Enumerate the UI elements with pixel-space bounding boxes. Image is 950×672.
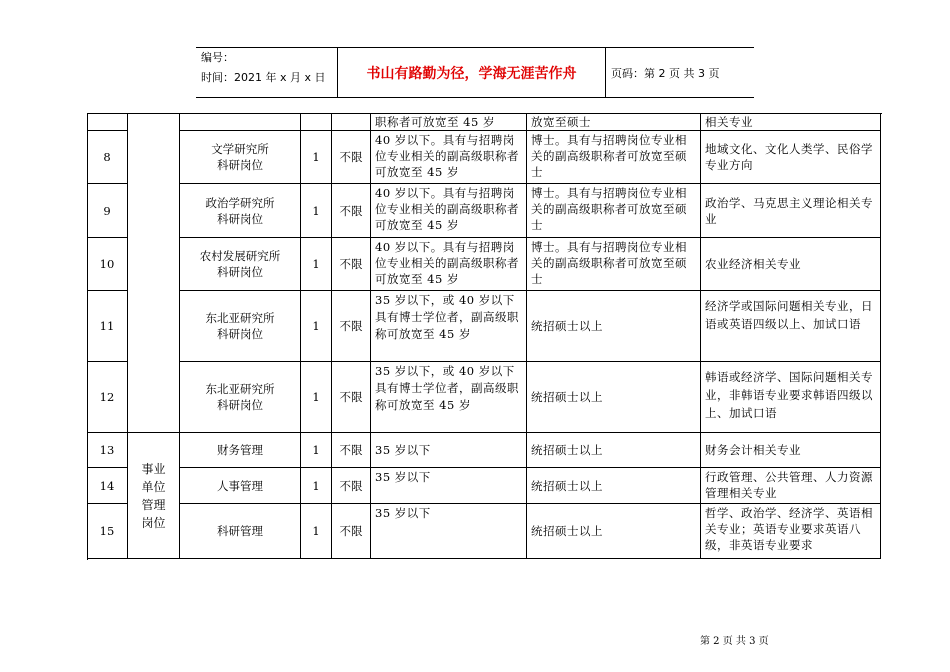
table-row-12-gender: 不限	[332, 362, 371, 433]
table-row-8-education: 博士。具有与招聘岗位专业相关的副高级职称者可放宽至硕士	[527, 131, 701, 184]
table-row-11-position: 东北亚研究所 科研岗位	[180, 291, 301, 362]
category-cell-research	[128, 113, 180, 433]
table-row-15-gender: 不限	[332, 504, 371, 559]
table-row-15-count: 1	[301, 504, 332, 559]
table-row-continuation-position	[180, 113, 301, 131]
doc-number-label: 编号：	[201, 51, 234, 64]
table-row-14-gender: 不限	[332, 468, 371, 504]
table-row-continuation-education: 放宽至硕士	[527, 113, 701, 131]
table-row-continuation-count	[301, 113, 332, 131]
table-row-8-count: 1	[301, 131, 332, 184]
table-row-14-position: 人事管理	[180, 468, 301, 504]
table-row-15-requirement: 35 岁以下	[371, 504, 527, 559]
table-row-13-count: 1	[301, 433, 332, 468]
table-row-15-major: 哲学、政治学、经济学、英语相关专业；英语专业要求英语八级，非英语专业要求	[701, 504, 881, 559]
table-row-13-requirement: 35 岁以下	[371, 433, 527, 468]
table-row-14-major: 行政管理、公共管理、人力资源管理相关专业	[701, 468, 881, 504]
table-row-8-position: 文学研究所 科研岗位	[180, 131, 301, 184]
table-row-continuation-requirement: 职称者可放宽至 45 岁	[371, 113, 527, 131]
table-row-15-no: 15	[87, 504, 128, 559]
table-row-15-position: 科研管理	[180, 504, 301, 559]
table-row-9-requirement: 40 岁以下。具有与招聘岗位专业相关的副高级职称者可放宽至 45 岁	[371, 184, 527, 238]
table-row-10-position: 农村发展研究所 科研岗位	[180, 238, 301, 291]
header-page-label: 页码：第 2 页 共 3 页	[611, 66, 720, 80]
table-row-9-count: 1	[301, 184, 332, 238]
table-row-continuation-no	[87, 113, 128, 131]
table-row-9-education: 博士。具有与招聘岗位专业相关的副高级职称者可放宽至硕士	[527, 184, 701, 238]
table-row-9-major: 政治学、马克思主义理论相关专业	[701, 184, 881, 238]
table-row-8-requirement: 40 岁以下。具有与招聘岗位专业相关的副高级职称者可放宽至 45 岁	[371, 131, 527, 184]
category-cell-management	[128, 433, 180, 559]
table-row-12-position: 东北亚研究所 科研岗位	[180, 362, 301, 433]
table-row-8-gender: 不限	[332, 131, 371, 184]
table-row-10-count: 1	[301, 238, 332, 291]
table-row-14-education: 统招硕士以上	[527, 468, 701, 504]
table-row-8-no: 8	[87, 131, 128, 184]
page-footer: 第 2 页 共 3 页	[700, 636, 769, 647]
category-label: 事业单位管理岗位	[141, 461, 166, 530]
time-label: 时间：2021 年 x 月 x 日	[201, 71, 326, 84]
header-meta	[196, 48, 338, 97]
table-row-14-count: 1	[301, 468, 332, 504]
table-row-9-no: 9	[87, 184, 128, 238]
table-row-continuation-major: 相关专业	[701, 113, 881, 131]
table-row-11-major: 经济学或国际问题相关专业，日语或英语四级以上、加试口语	[701, 291, 881, 362]
table-row-10-no: 10	[87, 238, 128, 291]
table-row-9-gender: 不限	[332, 184, 371, 238]
page-header	[196, 47, 754, 98]
table-row-12-major: 韩语或经济学、国际问题相关专业，非韩语专业要求韩语四级以上、加试口语	[701, 362, 881, 433]
table-row-15-education: 统招硕士以上	[527, 504, 701, 559]
table-row-11-no: 11	[87, 291, 128, 362]
recruitment-table	[87, 113, 881, 559]
table-row-8-major: 地域文化、文化人类学、民俗学专业方向	[701, 131, 881, 184]
table-row-11-count: 1	[301, 291, 332, 362]
table-row-13-no: 13	[87, 433, 128, 468]
table-row-14-requirement: 35 岁以下	[371, 468, 527, 504]
table-row-13-gender: 不限	[332, 433, 371, 468]
table-row-13-major: 财务会计相关专业	[701, 433, 881, 468]
table-row-10-major: 农业经济相关专业	[701, 238, 881, 291]
table-row-13-position: 财务管理	[180, 433, 301, 468]
table-row-13-education: 统招硕士以上	[527, 433, 701, 468]
table-row-9-position: 政治学研究所 科研岗位	[180, 184, 301, 238]
table-row-11-requirement: 35 岁以下，或 40 岁以下具有博士学位者，副高级职称可放宽至 45 岁	[371, 291, 527, 362]
table-row-10-education: 博士。具有与招聘岗位专业相关的副高级职称者可放宽至硕士	[527, 238, 701, 291]
table-row-12-count: 1	[301, 362, 332, 433]
table-row-12-education: 统招硕士以上	[527, 362, 701, 433]
table-row-12-requirement: 35 岁以下，或 40 岁以下具有博士学位者，副高级职称可放宽至 45 岁	[371, 362, 527, 433]
header-motto: 书山有路勤为径，学海无涯苦作舟	[338, 48, 606, 97]
table-row-10-requirement: 40 岁以下。具有与招聘岗位专业相关的副高级职称者可放宽至 45 岁	[371, 238, 527, 291]
table-row-10-gender: 不限	[332, 238, 371, 291]
table-row-14-no: 14	[87, 468, 128, 504]
table-row-11-education: 统招硕士以上	[527, 291, 701, 362]
table-row-11-gender: 不限	[332, 291, 371, 362]
table-row-continuation-gender	[332, 113, 371, 131]
table-row-12-no: 12	[87, 362, 128, 433]
